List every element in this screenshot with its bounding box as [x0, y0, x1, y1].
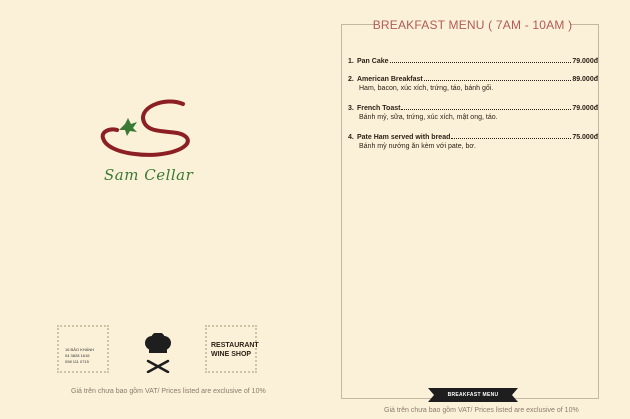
leader-dots [401, 109, 571, 110]
item-price: 75.000đ [572, 134, 598, 141]
item-name: American Breakfast [357, 76, 423, 83]
item-name: Pan Cake [357, 58, 389, 65]
item-name: Pate Ham served with bread [357, 134, 451, 141]
brand-name: Sam Cellar [104, 166, 194, 184]
contact-stamp [57, 325, 109, 373]
item-number: 1. [348, 58, 354, 65]
contact-lines [65, 347, 94, 365]
stamp-text [211, 341, 259, 359]
menu-item [348, 75, 598, 93]
chef-hat-icon [140, 333, 176, 373]
address-line: 16 BẢO KHÁNH [65, 347, 95, 352]
item-price: 79.000đ [572, 58, 598, 65]
restaurant-stamp [205, 325, 257, 373]
menu-item [348, 104, 598, 122]
menu-item [348, 133, 598, 151]
item-description: Ham, bacon, xúc xích, trứng, táo, bánh gối. [359, 85, 494, 92]
menu-page [315, 0, 630, 419]
phone-line: 04 3828 1616 [65, 353, 90, 358]
vat-note-right: Giá trên chưa bao gồm VAT/ Prices listed are exclusive of 10% [384, 407, 579, 414]
vat-note-left: Giá trên chưa bao gồm VAT/ Prices listed are exclusive of 10% [71, 388, 266, 395]
item-number: 4. [348, 134, 354, 141]
item-description: Bánh mỳ, sữa, trứng, xúc xích, mật ong, táo. [359, 114, 498, 121]
item-description: Bánh mỳ nướng ăn kèm với pate, bơ. [359, 143, 476, 150]
leader-dots [451, 138, 571, 139]
stamp-line-restaurant: RESTAURANT [211, 342, 259, 349]
leader-dots [424, 80, 572, 81]
leader-dots [390, 62, 572, 63]
item-price: 89.000đ [572, 76, 598, 83]
item-name: French Toast [357, 105, 401, 112]
menu-badge: BREAKFAST MENU [447, 392, 499, 398]
stamp-line-wine-shop: WINE SHOP [211, 351, 252, 358]
menu-title: BREAKFAST MENU ( 7AM - 10AM ) [372, 18, 573, 32]
menu-item [348, 57, 598, 66]
item-price: 79.000đ [572, 105, 598, 112]
item-number: 2. [348, 76, 354, 83]
mobile-line: 098 111 0715 [65, 359, 89, 364]
item-number: 3. [348, 105, 354, 112]
